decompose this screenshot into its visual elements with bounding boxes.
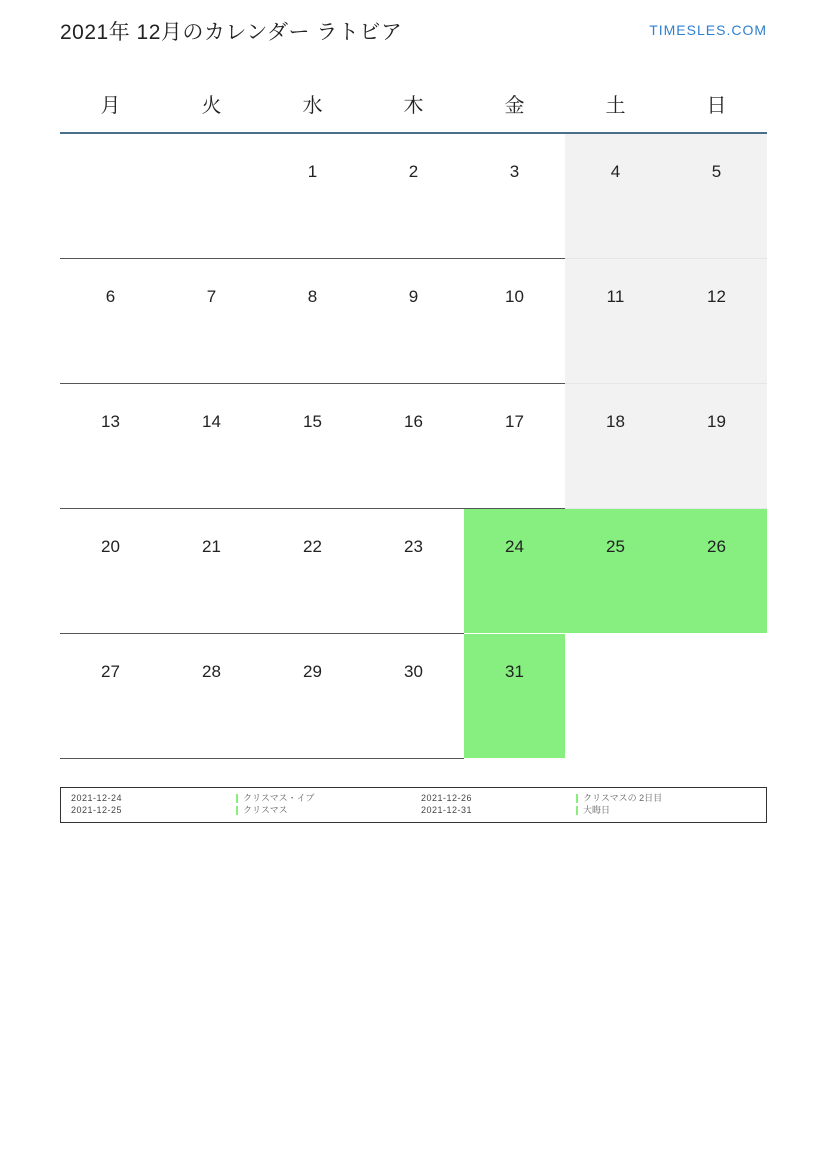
- day-number: 24: [505, 537, 524, 556]
- day-cell[interactable]: [565, 134, 666, 259]
- day-number: 15: [303, 412, 322, 431]
- day-cell-empty: [161, 134, 262, 259]
- day-number: 1: [307, 162, 318, 181]
- weekday-label-fri: 金: [504, 95, 525, 117]
- day-cell[interactable]: [464, 259, 565, 384]
- day-cell-empty: [60, 134, 161, 259]
- calendar-weeks: [60, 134, 767, 759]
- day-number: 29: [303, 662, 322, 681]
- day-cell[interactable]: [262, 259, 363, 384]
- day-cell[interactable]: [363, 634, 464, 759]
- day-number: 3: [509, 162, 520, 181]
- day-number: 31: [505, 662, 524, 681]
- day-cell[interactable]: [262, 134, 363, 259]
- day-cell[interactable]: [565, 384, 666, 509]
- legend-date: 2021-12-25: [71, 805, 123, 815]
- day-cell[interactable]: [666, 134, 767, 259]
- day-number: 20: [101, 537, 120, 556]
- day-number: 4: [610, 162, 621, 181]
- day-cell[interactable]: [161, 384, 262, 509]
- day-number: 21: [202, 537, 221, 556]
- day-number: 13: [101, 412, 120, 431]
- day-number: 6: [105, 287, 116, 306]
- day-cell[interactable]: [565, 259, 666, 384]
- day-number: 26: [707, 537, 726, 556]
- weekday-label-sun: 日: [706, 95, 727, 117]
- day-number: 9: [408, 287, 419, 306]
- day-number: 30: [404, 662, 423, 681]
- weekday-label-wed: 水: [302, 95, 323, 117]
- day-number: 14: [202, 412, 221, 431]
- page-header: [60, 16, 767, 52]
- day-number: 25: [606, 537, 625, 556]
- day-cell[interactable]: [666, 384, 767, 509]
- day-cell[interactable]: [161, 509, 262, 634]
- day-cell[interactable]: [464, 384, 565, 509]
- day-number: 11: [606, 287, 625, 306]
- day-number: 7: [206, 287, 217, 306]
- day-cell[interactable]: [161, 634, 262, 759]
- day-number: 27: [101, 662, 120, 681]
- day-cell[interactable]: [60, 259, 161, 384]
- weekday-label-sat: 土: [605, 95, 626, 117]
- day-cell[interactable]: [60, 384, 161, 509]
- day-cell[interactable]: [464, 634, 565, 759]
- day-cell[interactable]: [262, 634, 363, 759]
- weekday-header-row: [60, 80, 767, 132]
- day-cell[interactable]: [666, 509, 767, 634]
- day-number: 19: [707, 412, 726, 431]
- day-cell[interactable]: [464, 134, 565, 259]
- day-cell[interactable]: [363, 384, 464, 509]
- day-cell[interactable]: [565, 509, 666, 634]
- weekday-label-mon: 月: [100, 95, 121, 117]
- day-cell[interactable]: [363, 134, 464, 259]
- legend-date: 2021-12-26: [421, 793, 473, 803]
- day-number: 5: [711, 162, 722, 181]
- legend-date: 2021-12-24: [71, 793, 123, 803]
- day-number: 17: [505, 412, 524, 431]
- day-number: 18: [606, 412, 625, 431]
- day-number: 22: [303, 537, 322, 556]
- day-cell[interactable]: [161, 259, 262, 384]
- day-cell-empty: [666, 634, 767, 759]
- day-cell[interactable]: [666, 259, 767, 384]
- day-cell[interactable]: [464, 509, 565, 634]
- day-number: 10: [505, 287, 524, 306]
- day-number: 28: [202, 662, 221, 681]
- legend-box: [60, 787, 767, 823]
- brand-logo: TIMESLES.COM: [649, 22, 767, 38]
- day-number: 8: [307, 287, 318, 306]
- day-number: 16: [404, 412, 423, 431]
- day-number: 12: [707, 287, 726, 306]
- day-cell[interactable]: [60, 509, 161, 634]
- day-cell[interactable]: [363, 509, 464, 634]
- day-cell[interactable]: [363, 259, 464, 384]
- weekday-label-tue: 火: [201, 95, 222, 117]
- day-number: 2: [408, 162, 419, 181]
- legend-name: 大晦日: [576, 805, 758, 816]
- weekday-label-thu: 木: [403, 95, 424, 117]
- legend-name: クリスマス・イブ: [236, 793, 421, 804]
- legend-date: 2021-12-31: [421, 805, 473, 815]
- day-cell[interactable]: [60, 634, 161, 759]
- legend-name: クリスマスの 2日目: [576, 793, 758, 804]
- calendar-grid: [60, 80, 767, 759]
- day-cell[interactable]: [262, 509, 363, 634]
- day-cell-empty: [565, 634, 666, 759]
- page-title: 2021年 12月のカレンダー ラトビア: [60, 21, 403, 44]
- day-number: 23: [404, 537, 423, 556]
- legend-name: クリスマス: [236, 805, 421, 816]
- day-cell[interactable]: [262, 384, 363, 509]
